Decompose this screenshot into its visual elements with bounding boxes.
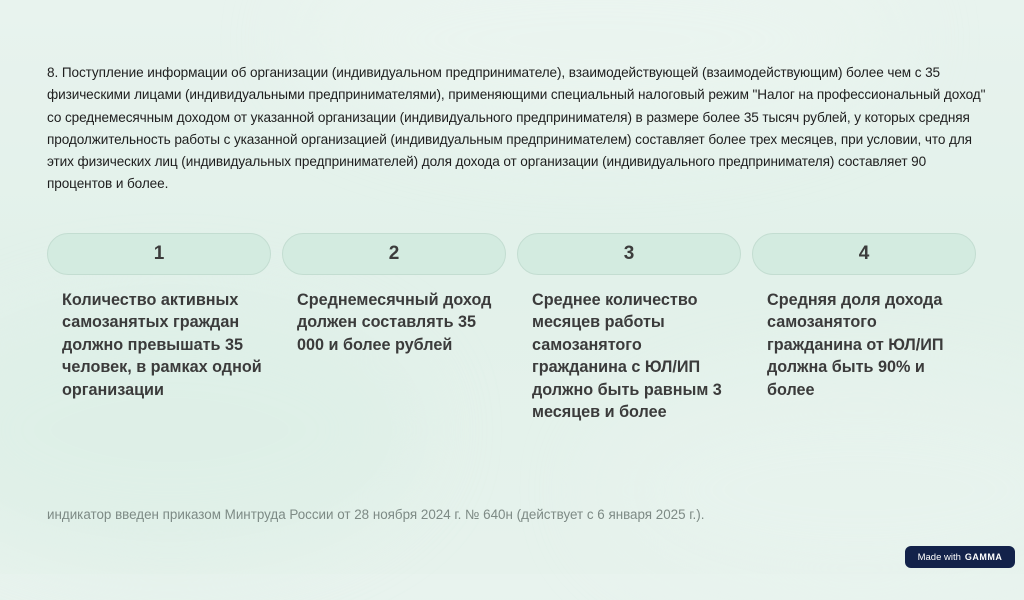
made-with-gamma-badge[interactable] xyxy=(905,546,1015,568)
step-description-3: Среднее количество месяцев работы самозанятого гражданина с ЮЛ/ИП должно быть равным 3 месяцев и более xyxy=(532,291,722,422)
footnote: индикатор введен приказом Минтруда России от 28 ноября 2024 г. № 640н (действует с 6 января 2025 г.). xyxy=(47,507,705,522)
step-description-4: Средняя доля дохода самозанятого гражданина от ЮЛ/ИП должна быть 90% и более xyxy=(767,291,944,399)
step-description-2: Среднемесячный доход должен составлять 35 000 и более рублей xyxy=(297,291,492,354)
step-number-1: 1 xyxy=(47,233,271,275)
gamma-logo: GAMMA xyxy=(964,552,1003,562)
step-number-3: 3 xyxy=(517,233,741,275)
step-description-1: Количество активных самозанятых граждан должно превышать 35 человек, в рамках одной организации xyxy=(62,291,262,399)
intro-paragraph: 8. Поступление информации об организации (индивидуальном предпринимателе), взаимодействующей (взаимодействующим) более чем с 35 физическими лицами (индивидуальными предпринимателями), применяющими специальный налоговый режим "Налог на профессиональный доход" со среднемесячным доходом от указанной организации (индивидуального предпринимателя) в размере более 35 тысяч рублей, у которых средняя продолжительность работы с указанной организацией (индивидуальным предпринимателем) составляет более трех месяцев, при условии, что для этих физических лиц (индивидуальных предпринимателей) доля дохода от организации (индивидуального предпринимателя) составляет 90 процентов и более. xyxy=(47,65,986,192)
badge-prefix: Made with xyxy=(917,551,961,563)
step-number-4: 4 xyxy=(752,233,976,275)
step-number-2: 2 xyxy=(282,233,506,275)
